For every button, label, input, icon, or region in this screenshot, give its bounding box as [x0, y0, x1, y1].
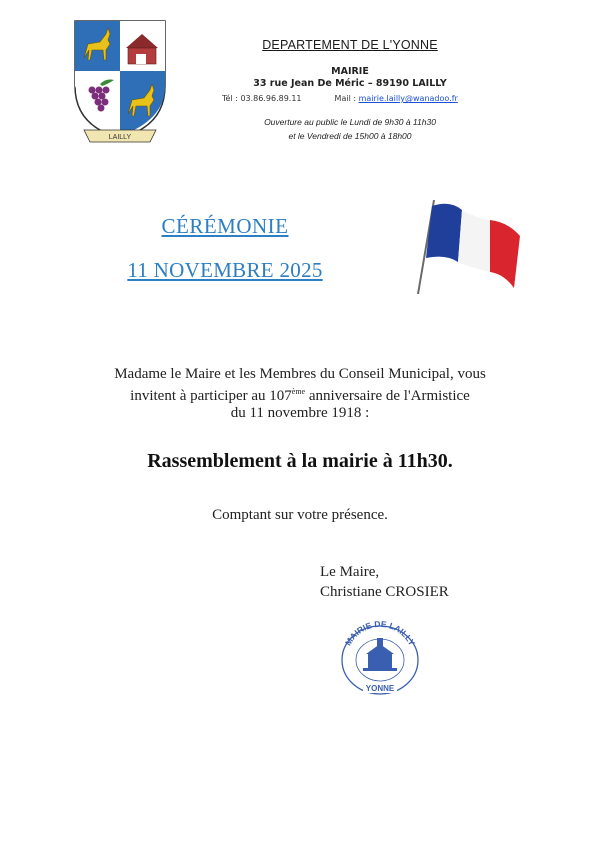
ceremony-title: CÉRÉMONIE [161, 214, 289, 238]
invitation-line1: Madame le Maire et les Membres du Conseil Municipal, vous [114, 366, 486, 382]
ordinal-suffix: ème [291, 387, 306, 396]
contact-line [222, 94, 502, 103]
invitation-line2-end: anniversaire de l'Armistice [305, 388, 470, 404]
opening-hours-line1: Ouverture au public le Lundi de 9h30 à 11h30 [264, 117, 436, 127]
closing-text: Comptant sur votre présence. [212, 507, 388, 523]
phone-number: Tél : 03.86.96.89.11 [222, 94, 302, 103]
department-heading: DEPARTEMENT DE L'YONNE [262, 38, 438, 52]
invitation-line2 [65, 383, 535, 405]
mairie-title: MAIRIE [331, 66, 369, 77]
invitation-line2-start: invitent à participer au 107 [130, 388, 292, 404]
mairie-stamp [335, 618, 425, 698]
mairie-address: 33 rue Jean De Méric – 89190 LAILLY [253, 78, 447, 89]
gathering-announcement: Rassemblement à la mairie à 11h30. [147, 450, 453, 472]
stamp-top-text: MAIRIE DE LAILLY [342, 618, 418, 648]
mail-link[interactable]: mairie.lailly@wanadoo.fr [358, 94, 458, 103]
invitation-text [65, 366, 535, 422]
signature-name: Christiane CROSIER [320, 584, 449, 600]
ceremony-date: 11 NOVEMBRE 2025 [127, 258, 323, 282]
stamp-bottom-text: YONNE [365, 684, 395, 693]
coat-banner-text: LAILLY [108, 134, 132, 141]
signature-title: Le Maire, [320, 564, 380, 580]
opening-hours-line2: et le Vendredi de 15h00 à 18h00 [288, 131, 412, 141]
opening-hours [205, 115, 495, 143]
mail-label: Mail : [334, 94, 359, 103]
french-flag-icon [410, 196, 525, 296]
invitation-line3: du 11 novembre 1918 : [230, 405, 370, 421]
coat-of-arms-logo [70, 16, 170, 146]
